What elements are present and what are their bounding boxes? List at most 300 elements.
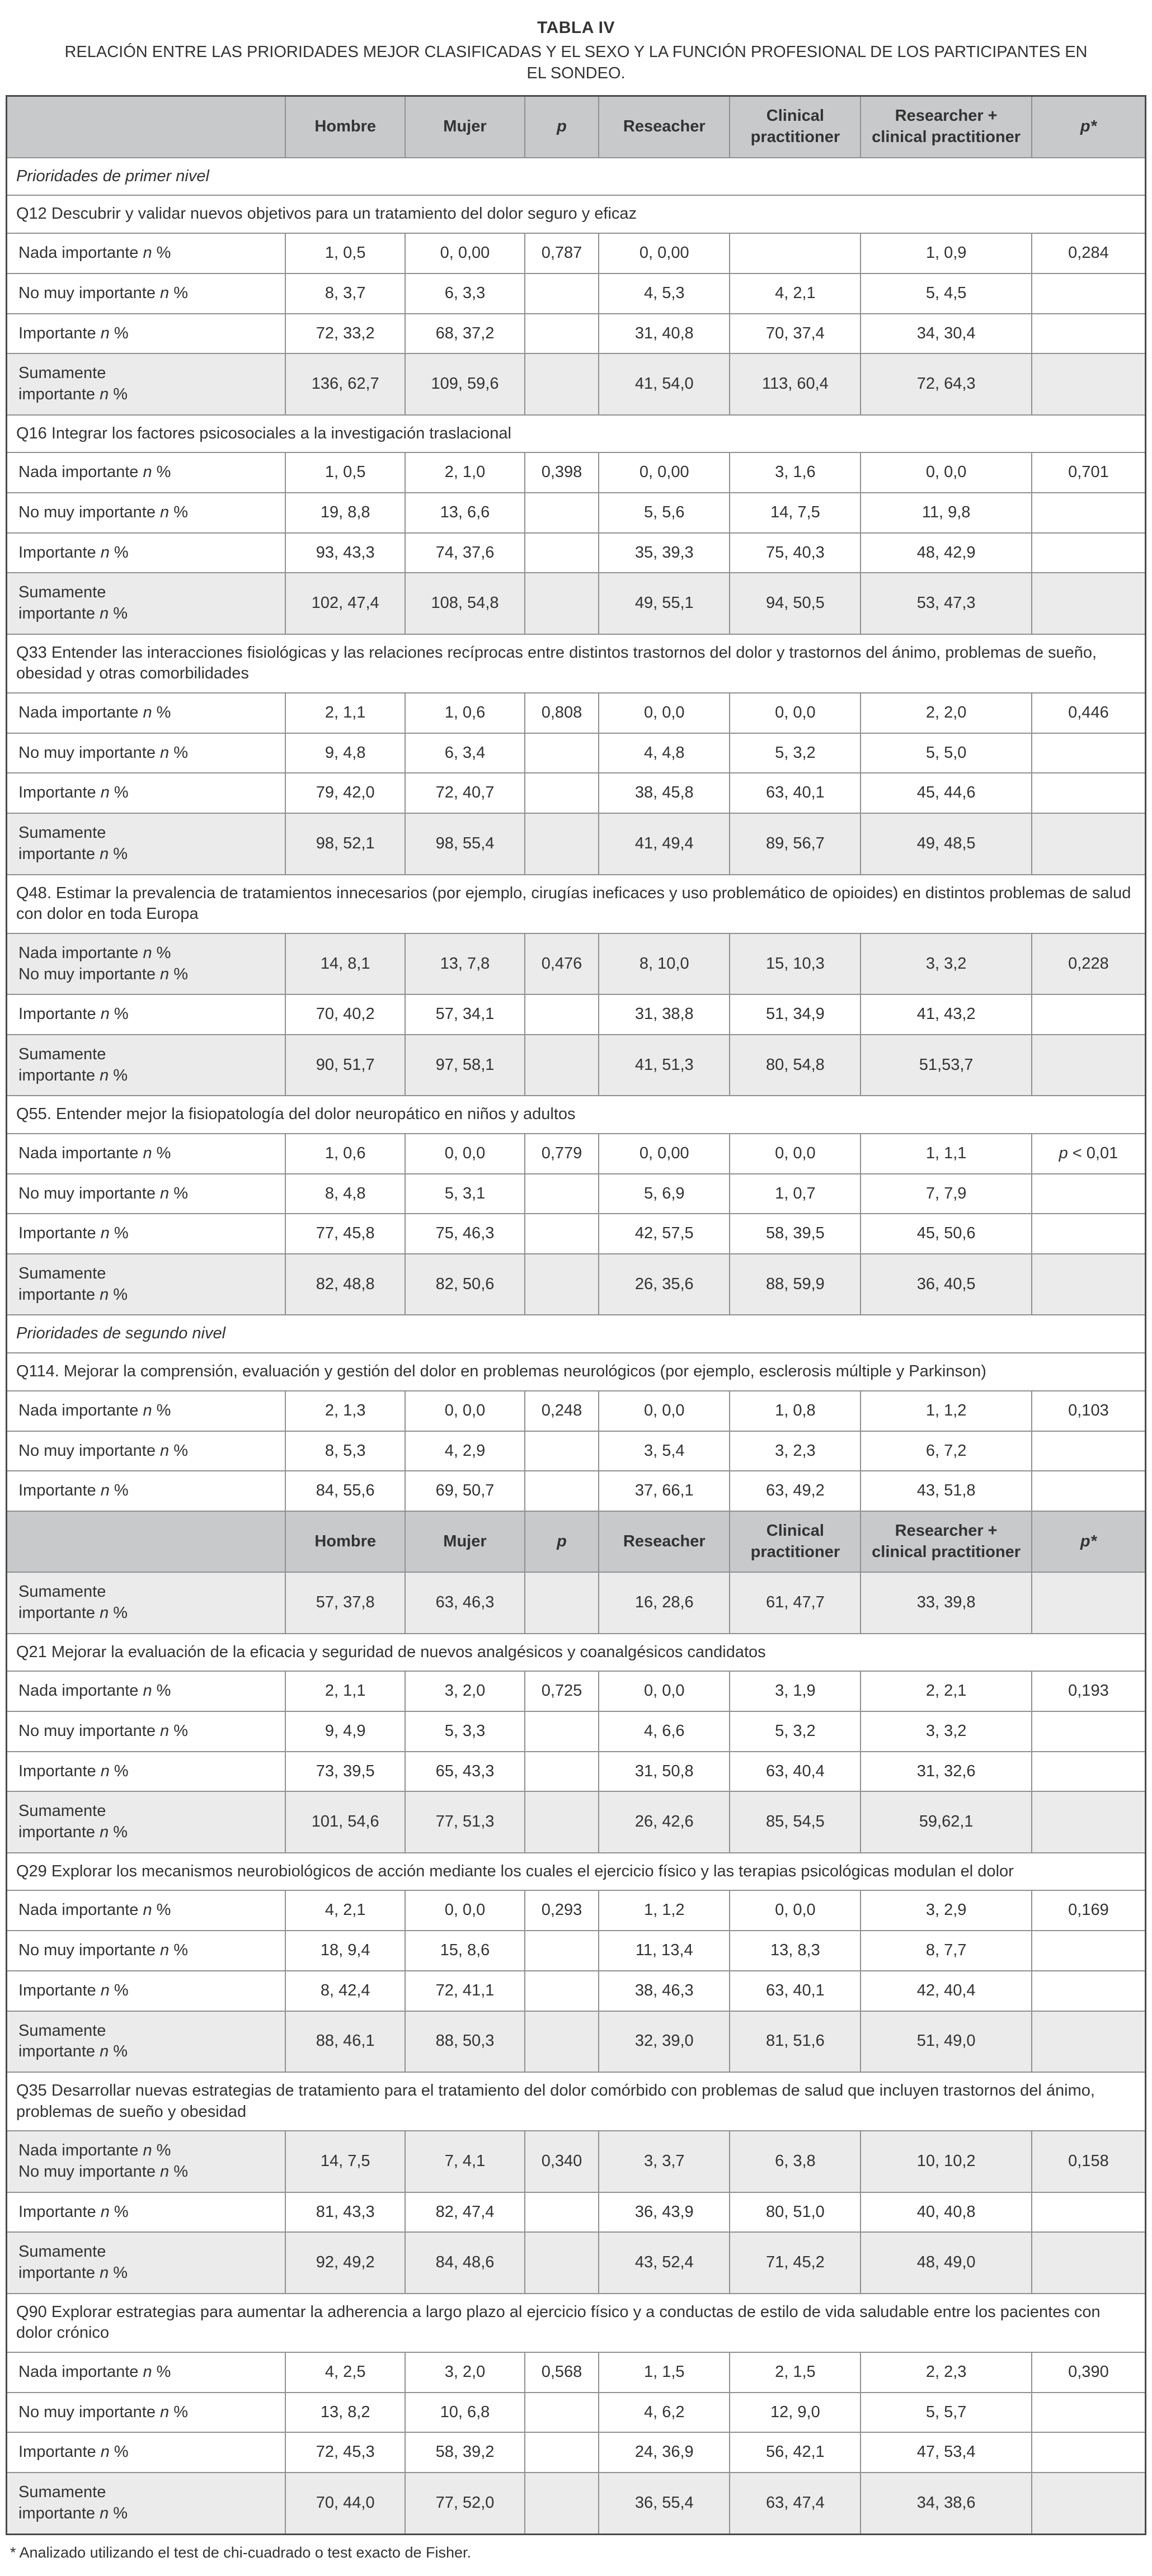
value-cell <box>1032 1971 1146 2011</box>
value-cell: 41, 43,2 <box>861 994 1031 1035</box>
value-cell: 108, 54,8 <box>405 573 525 634</box>
question-row <box>7 1634 1146 1672</box>
row-label: Sumamente importante n % <box>7 573 286 634</box>
value-cell <box>525 773 599 813</box>
value-cell: 41, 51,3 <box>599 1035 730 1096</box>
value-cell: 136, 62,7 <box>285 353 405 414</box>
value-cell <box>525 2393 599 2433</box>
value-cell: 98, 55,4 <box>405 813 525 874</box>
value-cell: 80, 51,0 <box>730 2192 861 2233</box>
value-cell <box>1032 813 1146 874</box>
row-label: Sumamente importante n % <box>7 2011 286 2072</box>
value-cell: 88, 46,1 <box>285 2011 405 2072</box>
question-label: Q16 Integrar los factores psicosociales a la investigación traslacional <box>7 415 1146 453</box>
value-cell <box>1032 2393 1146 2433</box>
table-header-row <box>7 1511 1146 1572</box>
column-header: p <box>525 1511 599 1572</box>
value-cell <box>1032 733 1146 773</box>
value-cell: 88, 50,3 <box>405 2011 525 2072</box>
data-row <box>7 2192 1146 2233</box>
value-cell: 0,476 <box>525 933 599 994</box>
data-row <box>7 813 1146 874</box>
row-label: Importante n % <box>7 2432 286 2473</box>
value-cell: 82, 47,4 <box>405 2192 525 2233</box>
data-row <box>7 233 1146 273</box>
value-cell <box>1032 1174 1146 1214</box>
data-row <box>7 573 1146 634</box>
value-cell: 0,228 <box>1032 933 1146 994</box>
value-cell <box>525 2192 599 2233</box>
value-cell <box>1032 2232 1146 2293</box>
data-row <box>7 1752 1146 1792</box>
value-cell <box>730 233 861 273</box>
value-cell: 11, 9,8 <box>861 493 1031 533</box>
value-cell: 32, 39,0 <box>599 2011 730 2072</box>
value-cell: 36, 55,4 <box>599 2473 730 2534</box>
data-row <box>7 2131 1146 2192</box>
value-cell <box>1032 1431 1146 1471</box>
question-row <box>7 1353 1146 1391</box>
value-cell <box>525 1572 599 1633</box>
section-row <box>7 1315 1146 1353</box>
value-cell: 14, 7,5 <box>730 493 861 533</box>
column-header: Mujer <box>405 1511 525 1572</box>
value-cell: 75, 46,3 <box>405 1214 525 1254</box>
value-cell <box>1032 1254 1146 1315</box>
value-cell: 51,53,7 <box>861 1035 1031 1096</box>
column-header: p <box>525 96 599 158</box>
row-label: No muy importante n % <box>7 1931 286 1971</box>
column-header: Clinical practitioner <box>730 1511 861 1572</box>
value-cell <box>525 353 599 414</box>
value-cell <box>525 1174 599 1214</box>
value-cell: 68, 37,2 <box>405 314 525 354</box>
row-label: No muy importante n % <box>7 733 286 773</box>
value-cell: 2, 1,1 <box>285 1671 405 1711</box>
row-label: Sumamente importante n % <box>7 1791 286 1852</box>
value-cell <box>525 533 599 573</box>
value-cell <box>525 273 599 314</box>
row-label: Sumamente importante n % <box>7 2473 286 2534</box>
value-cell: 72, 41,1 <box>405 1971 525 2011</box>
value-cell: 1, 0,5 <box>285 233 405 273</box>
value-cell <box>525 733 599 773</box>
row-label: Nada importante n % <box>7 1134 286 1174</box>
data-row <box>7 1134 1146 1174</box>
value-cell <box>1032 1752 1146 1792</box>
row-label: Importante n % <box>7 994 286 1035</box>
value-cell: 40, 40,8 <box>861 2192 1031 2233</box>
value-cell: 6, 3,4 <box>405 733 525 773</box>
data-row <box>7 1791 1146 1852</box>
column-header: Hombre <box>285 96 405 158</box>
row-label: Importante n % <box>7 1214 286 1254</box>
value-cell: 1, 0,5 <box>285 452 405 493</box>
value-cell: 3, 3,2 <box>861 933 1031 994</box>
table-subtitle: RELACIÓN ENTRE LAS PRIORIDADES MEJOR CLASIFICADAS Y EL SEXO Y LA FUNCIÓN PROFESIONAL DE LOS PARTICIPANTES EN EL SONDEO. <box>64 43 1088 82</box>
value-cell: 0,725 <box>525 1671 599 1711</box>
value-cell: 89, 56,7 <box>730 813 861 874</box>
question-label: Q12 Descubrir y validar nuevos objetivos para un tratamiento del dolor seguro y eficaz <box>7 195 1146 233</box>
question-row <box>7 875 1146 933</box>
value-cell: 11, 13,4 <box>599 1931 730 1971</box>
data-row <box>7 1431 1146 1471</box>
data-row <box>7 452 1146 493</box>
question-label: Q29 Explorar los mecanismos neurobiológicos de acción mediante los cuales el ejercicio físico y las terapias psicológicas modulan el dolor <box>7 1853 1146 1891</box>
value-cell: 0, 0,0 <box>405 1890 525 1931</box>
value-cell <box>1032 353 1146 414</box>
value-cell: 75, 40,3 <box>730 533 861 573</box>
value-cell: 85, 54,5 <box>730 1791 861 1852</box>
value-cell: 5, 4,5 <box>861 273 1031 314</box>
value-cell: 5, 6,9 <box>599 1174 730 1214</box>
row-label: Importante n % <box>7 1971 286 2011</box>
row-label: No muy importante n % <box>7 2393 286 2433</box>
column-header: Hombre <box>285 1511 405 1572</box>
priorities-table <box>6 95 1146 2535</box>
value-cell <box>525 994 599 1035</box>
value-cell <box>525 1035 599 1096</box>
value-cell: 61, 47,7 <box>730 1572 861 1633</box>
value-cell: 8, 5,3 <box>285 1431 405 1471</box>
data-row <box>7 933 1146 994</box>
title-block <box>6 17 1146 84</box>
value-cell: 0, 0,0 <box>730 1134 861 1174</box>
value-cell: 94, 50,5 <box>730 573 861 634</box>
data-row <box>7 1214 1146 1254</box>
value-cell: 13, 8,2 <box>285 2393 405 2433</box>
row-label: Nada importante n % <box>7 2352 286 2393</box>
data-row <box>7 2352 1146 2393</box>
data-row <box>7 314 1146 354</box>
row-label: Importante n % <box>7 773 286 813</box>
value-cell: 41, 49,4 <box>599 813 730 874</box>
row-label: Sumamente importante n % <box>7 1254 286 1315</box>
value-cell: 109, 59,6 <box>405 353 525 414</box>
question-row <box>7 2072 1146 2131</box>
data-row <box>7 1890 1146 1931</box>
value-cell: 58, 39,5 <box>730 1214 861 1254</box>
value-cell: 69, 50,7 <box>405 1471 525 1511</box>
value-cell <box>525 1711 599 1752</box>
value-cell: 3, 3,7 <box>599 2131 730 2192</box>
value-cell <box>525 493 599 533</box>
value-cell: 77, 45,8 <box>285 1214 405 1254</box>
question-label: Q55. Entender mejor la fisiopatología del dolor neuropático en niños y adultos <box>7 1096 1146 1134</box>
value-cell: 63, 40,1 <box>730 773 861 813</box>
corner-cell <box>7 96 286 158</box>
value-cell: 18, 9,4 <box>285 1931 405 1971</box>
value-cell: 6, 3,8 <box>730 2131 861 2192</box>
value-cell <box>1032 1471 1146 1511</box>
value-cell: 73, 39,5 <box>285 1752 405 1792</box>
data-row <box>7 1174 1146 1214</box>
data-row <box>7 1035 1146 1096</box>
data-row <box>7 2432 1146 2473</box>
value-cell: 92, 49,2 <box>285 2232 405 2293</box>
value-cell: 81, 51,6 <box>730 2011 861 2072</box>
value-cell: 38, 45,8 <box>599 773 730 813</box>
row-label: Sumamente importante n % <box>7 2232 286 2293</box>
section-label: Prioridades de segundo nivel <box>7 1315 1146 1353</box>
value-cell <box>1032 1791 1146 1852</box>
value-cell: 63, 40,1 <box>730 1971 861 2011</box>
value-cell: 98, 52,1 <box>285 813 405 874</box>
value-cell: 1, 1,1 <box>861 1134 1031 1174</box>
row-label: No muy importante n % <box>7 493 286 533</box>
value-cell: 4, 6,6 <box>599 1711 730 1752</box>
data-row <box>7 1931 1146 1971</box>
value-cell <box>1032 2192 1146 2233</box>
value-cell: 3, 2,0 <box>405 1671 525 1711</box>
row-label: Importante n % <box>7 2192 286 2233</box>
value-cell: 5, 5,6 <box>599 493 730 533</box>
data-row <box>7 1471 1146 1511</box>
row-label: Nada importante n % No muy importante n % <box>7 2131 286 2192</box>
value-cell: 0,446 <box>1032 693 1146 733</box>
data-row <box>7 693 1146 733</box>
row-label: Nada importante n % <box>7 452 286 493</box>
value-cell: 74, 37,6 <box>405 533 525 573</box>
value-cell: 1, 0,9 <box>861 233 1031 273</box>
value-cell: p < 0,01 <box>1032 1134 1146 1174</box>
value-cell: 70, 40,2 <box>285 994 405 1035</box>
value-cell: 13, 6,6 <box>405 493 525 533</box>
value-cell: 4, 6,2 <box>599 2393 730 2433</box>
row-label: Importante n % <box>7 314 286 354</box>
value-cell: 13, 7,8 <box>405 933 525 994</box>
question-row <box>7 2294 1146 2352</box>
question-row <box>7 634 1146 693</box>
value-cell: 38, 46,3 <box>599 1971 730 2011</box>
value-cell: 0,779 <box>525 1134 599 1174</box>
value-cell: 84, 48,6 <box>405 2232 525 2293</box>
value-cell: 43, 51,8 <box>861 1471 1031 1511</box>
table-header-row <box>7 96 1146 158</box>
value-cell: 2, 1,0 <box>405 452 525 493</box>
value-cell <box>525 1431 599 1471</box>
value-cell <box>1032 1931 1146 1971</box>
row-label: Sumamente importante n % <box>7 1572 286 1633</box>
value-cell <box>1032 773 1146 813</box>
value-cell: 97, 58,1 <box>405 1035 525 1096</box>
row-label: No muy importante n % <box>7 273 286 314</box>
value-cell: 72, 33,2 <box>285 314 405 354</box>
value-cell: 53, 47,3 <box>861 573 1031 634</box>
data-row <box>7 533 1146 573</box>
data-row <box>7 733 1146 773</box>
value-cell: 0,158 <box>1032 2131 1146 2192</box>
value-cell: 4, 4,8 <box>599 733 730 773</box>
question-label: Q114. Mejorar la comprensión, evaluación y gestión del dolor en problemas neurológicos (por ejemplo, esclerosis múltiple y Parkinson) <box>7 1353 1146 1391</box>
data-row <box>7 1971 1146 2011</box>
row-label: No muy importante n % <box>7 1431 286 1471</box>
value-cell: 84, 55,6 <box>285 1471 405 1511</box>
column-header: Clinical practitioner <box>730 96 861 158</box>
value-cell: 2, 1,1 <box>285 693 405 733</box>
value-cell: 0, 0,00 <box>405 233 525 273</box>
row-label: Nada importante n % No muy importante n % <box>7 933 286 994</box>
value-cell: 19, 8,8 <box>285 493 405 533</box>
value-cell: 36, 40,5 <box>861 1254 1031 1315</box>
value-cell: 43, 52,4 <box>599 2232 730 2293</box>
value-cell: 1, 0,6 <box>285 1134 405 1174</box>
value-cell <box>525 1752 599 1792</box>
value-cell <box>1032 1572 1146 1633</box>
value-cell: 1, 1,5 <box>599 2352 730 2393</box>
value-cell: 35, 39,3 <box>599 533 730 573</box>
table-footnote: * Analizado utilizando el test de chi-cuadrado o test exacto de Fisher. <box>10 2544 472 2561</box>
value-cell: 57, 34,1 <box>405 994 525 1035</box>
data-row <box>7 273 1146 314</box>
question-row <box>7 415 1146 453</box>
value-cell <box>525 573 599 634</box>
data-row <box>7 994 1146 1035</box>
section-label: Prioridades de primer nivel <box>7 158 1146 196</box>
row-label: Sumamente importante n % <box>7 353 286 414</box>
value-cell: 0,568 <box>525 2352 599 2393</box>
question-label: Q48. Estimar la prevalencia de tratamientos innecesarios (por ejemplo, cirugías ineficaces y uso problemático de opioides) en distintos problemas de salud con dolor en toda Europa <box>7 875 1146 933</box>
value-cell: 1, 0,6 <box>405 693 525 733</box>
value-cell: 49, 48,5 <box>861 813 1031 874</box>
value-cell <box>525 2432 599 2473</box>
value-cell: 0, 0,0 <box>405 1391 525 1431</box>
value-cell: 65, 43,3 <box>405 1752 525 1792</box>
value-cell: 0, 0,00 <box>599 452 730 493</box>
value-cell: 0, 0,0 <box>599 693 730 733</box>
value-cell <box>1032 1035 1146 1096</box>
data-row <box>7 2393 1146 2433</box>
value-cell: 2, 2,3 <box>861 2352 1031 2393</box>
value-cell: 0, 0,0 <box>405 1134 525 1174</box>
value-cell: 88, 59,9 <box>730 1254 861 1315</box>
value-cell: 4, 2,1 <box>285 1890 405 1931</box>
row-label: No muy importante n % <box>7 1174 286 1214</box>
value-cell: 3, 2,0 <box>405 2352 525 2393</box>
value-cell: 2, 2,1 <box>861 1671 1031 1711</box>
value-cell: 41, 54,0 <box>599 353 730 414</box>
question-row <box>7 195 1146 233</box>
value-cell: 0,248 <box>525 1391 599 1431</box>
value-cell: 31, 50,8 <box>599 1752 730 1792</box>
value-cell: 0, 0,00 <box>599 233 730 273</box>
value-cell: 4, 2,9 <box>405 1431 525 1471</box>
value-cell: 70, 44,0 <box>285 2473 405 2534</box>
value-cell <box>1032 1214 1146 1254</box>
value-cell: 0,390 <box>1032 2352 1146 2393</box>
value-cell: 0,340 <box>525 2131 599 2192</box>
value-cell: 10, 10,2 <box>861 2131 1031 2192</box>
data-row <box>7 1254 1146 1315</box>
value-cell: 31, 40,8 <box>599 314 730 354</box>
value-cell: 34, 38,6 <box>861 2473 1031 2534</box>
value-cell: 26, 42,6 <box>599 1791 730 1852</box>
value-cell: 0,103 <box>1032 1391 1146 1431</box>
data-row <box>7 1711 1146 1752</box>
value-cell: 16, 28,6 <box>599 1572 730 1633</box>
value-cell: 4, 2,5 <box>285 2352 405 2393</box>
data-row <box>7 1391 1146 1431</box>
value-cell: 101, 54,6 <box>285 1791 405 1852</box>
value-cell: 34, 30,4 <box>861 314 1031 354</box>
value-cell: 2, 1,5 <box>730 2352 861 2393</box>
value-cell: 47, 53,4 <box>861 2432 1031 2473</box>
column-header: Researcher + clinical practitioner <box>861 1511 1031 1572</box>
value-cell: 72, 45,3 <box>285 2432 405 2473</box>
value-cell: 58, 39,2 <box>405 2432 525 2473</box>
value-cell: 0, 0,0 <box>599 1671 730 1711</box>
value-cell: 31, 38,8 <box>599 994 730 1035</box>
value-cell <box>525 1254 599 1315</box>
row-label: Nada importante n % <box>7 693 286 733</box>
value-cell: 13, 8,3 <box>730 1931 861 1971</box>
value-cell: 0, 0,0 <box>861 452 1031 493</box>
column-header: Reseacher <box>599 96 730 158</box>
column-header: Mujer <box>405 96 525 158</box>
data-row <box>7 493 1146 533</box>
question-row <box>7 1096 1146 1134</box>
data-row <box>7 1572 1146 1633</box>
question-label: Q90 Explorar estrategias para aumentar la adherencia a largo plazo al ejercicio físico y a conductas de estilo de vida saludable entre los pacientes con dolor crónico <box>7 2294 1146 2352</box>
value-cell: 63, 49,2 <box>730 1471 861 1511</box>
table-title: TABLA IV <box>537 18 615 37</box>
row-label: No muy importante n % <box>7 1711 286 1752</box>
value-cell: 77, 52,0 <box>405 2473 525 2534</box>
value-cell: 0, 0,0 <box>599 1391 730 1431</box>
value-cell: 5, 5,7 <box>861 2393 1031 2433</box>
value-cell: 56, 42,1 <box>730 2432 861 2473</box>
value-cell: 2, 1,3 <box>285 1391 405 1431</box>
value-cell: 0,398 <box>525 452 599 493</box>
value-cell: 31, 32,6 <box>861 1752 1031 1792</box>
value-cell: 3, 5,4 <box>599 1431 730 1471</box>
row-label: Nada importante n % <box>7 1671 286 1711</box>
question-label: Q33 Entender las interacciones fisiológicas y las relaciones recíprocas entre distintos trastornos del dolor y trastornos del ánimo, problemas de sueño, obesidad y otras comorbilidades <box>7 634 1146 693</box>
value-cell: 0,808 <box>525 693 599 733</box>
value-cell: 51, 34,9 <box>730 994 861 1035</box>
value-cell: 14, 7,5 <box>285 2131 405 2192</box>
value-cell: 59,62,1 <box>861 1791 1031 1852</box>
value-cell: 3, 1,6 <box>730 452 861 493</box>
value-cell <box>525 1791 599 1852</box>
value-cell: 3, 2,3 <box>730 1431 861 1471</box>
value-cell: 80, 54,8 <box>730 1035 861 1096</box>
value-cell: 5, 3,2 <box>730 733 861 773</box>
value-cell: 8, 42,4 <box>285 1971 405 2011</box>
value-cell: 81, 43,3 <box>285 2192 405 2233</box>
value-cell: 93, 43,3 <box>285 533 405 573</box>
value-cell: 37, 66,1 <box>599 1471 730 1511</box>
value-cell: 4, 5,3 <box>599 273 730 314</box>
value-cell: 8, 7,7 <box>861 1931 1031 1971</box>
value-cell: 48, 42,9 <box>861 533 1031 573</box>
value-cell: 15, 10,3 <box>730 933 861 994</box>
value-cell: 45, 44,6 <box>861 773 1031 813</box>
row-label: Nada importante n % <box>7 233 286 273</box>
column-header: Researcher + clinical practitioner <box>861 96 1031 158</box>
value-cell: 49, 55,1 <box>599 573 730 634</box>
value-cell: 5, 3,3 <box>405 1711 525 1752</box>
value-cell <box>1032 314 1146 354</box>
value-cell: 8, 10,0 <box>599 933 730 994</box>
value-cell: 24, 36,9 <box>599 2432 730 2473</box>
value-cell <box>525 1931 599 1971</box>
row-label: Importante n % <box>7 533 286 573</box>
value-cell: 4, 2,1 <box>730 273 861 314</box>
value-cell: 42, 40,4 <box>861 1971 1031 2011</box>
value-cell: 70, 37,4 <box>730 314 861 354</box>
value-cell <box>1032 2432 1146 2473</box>
